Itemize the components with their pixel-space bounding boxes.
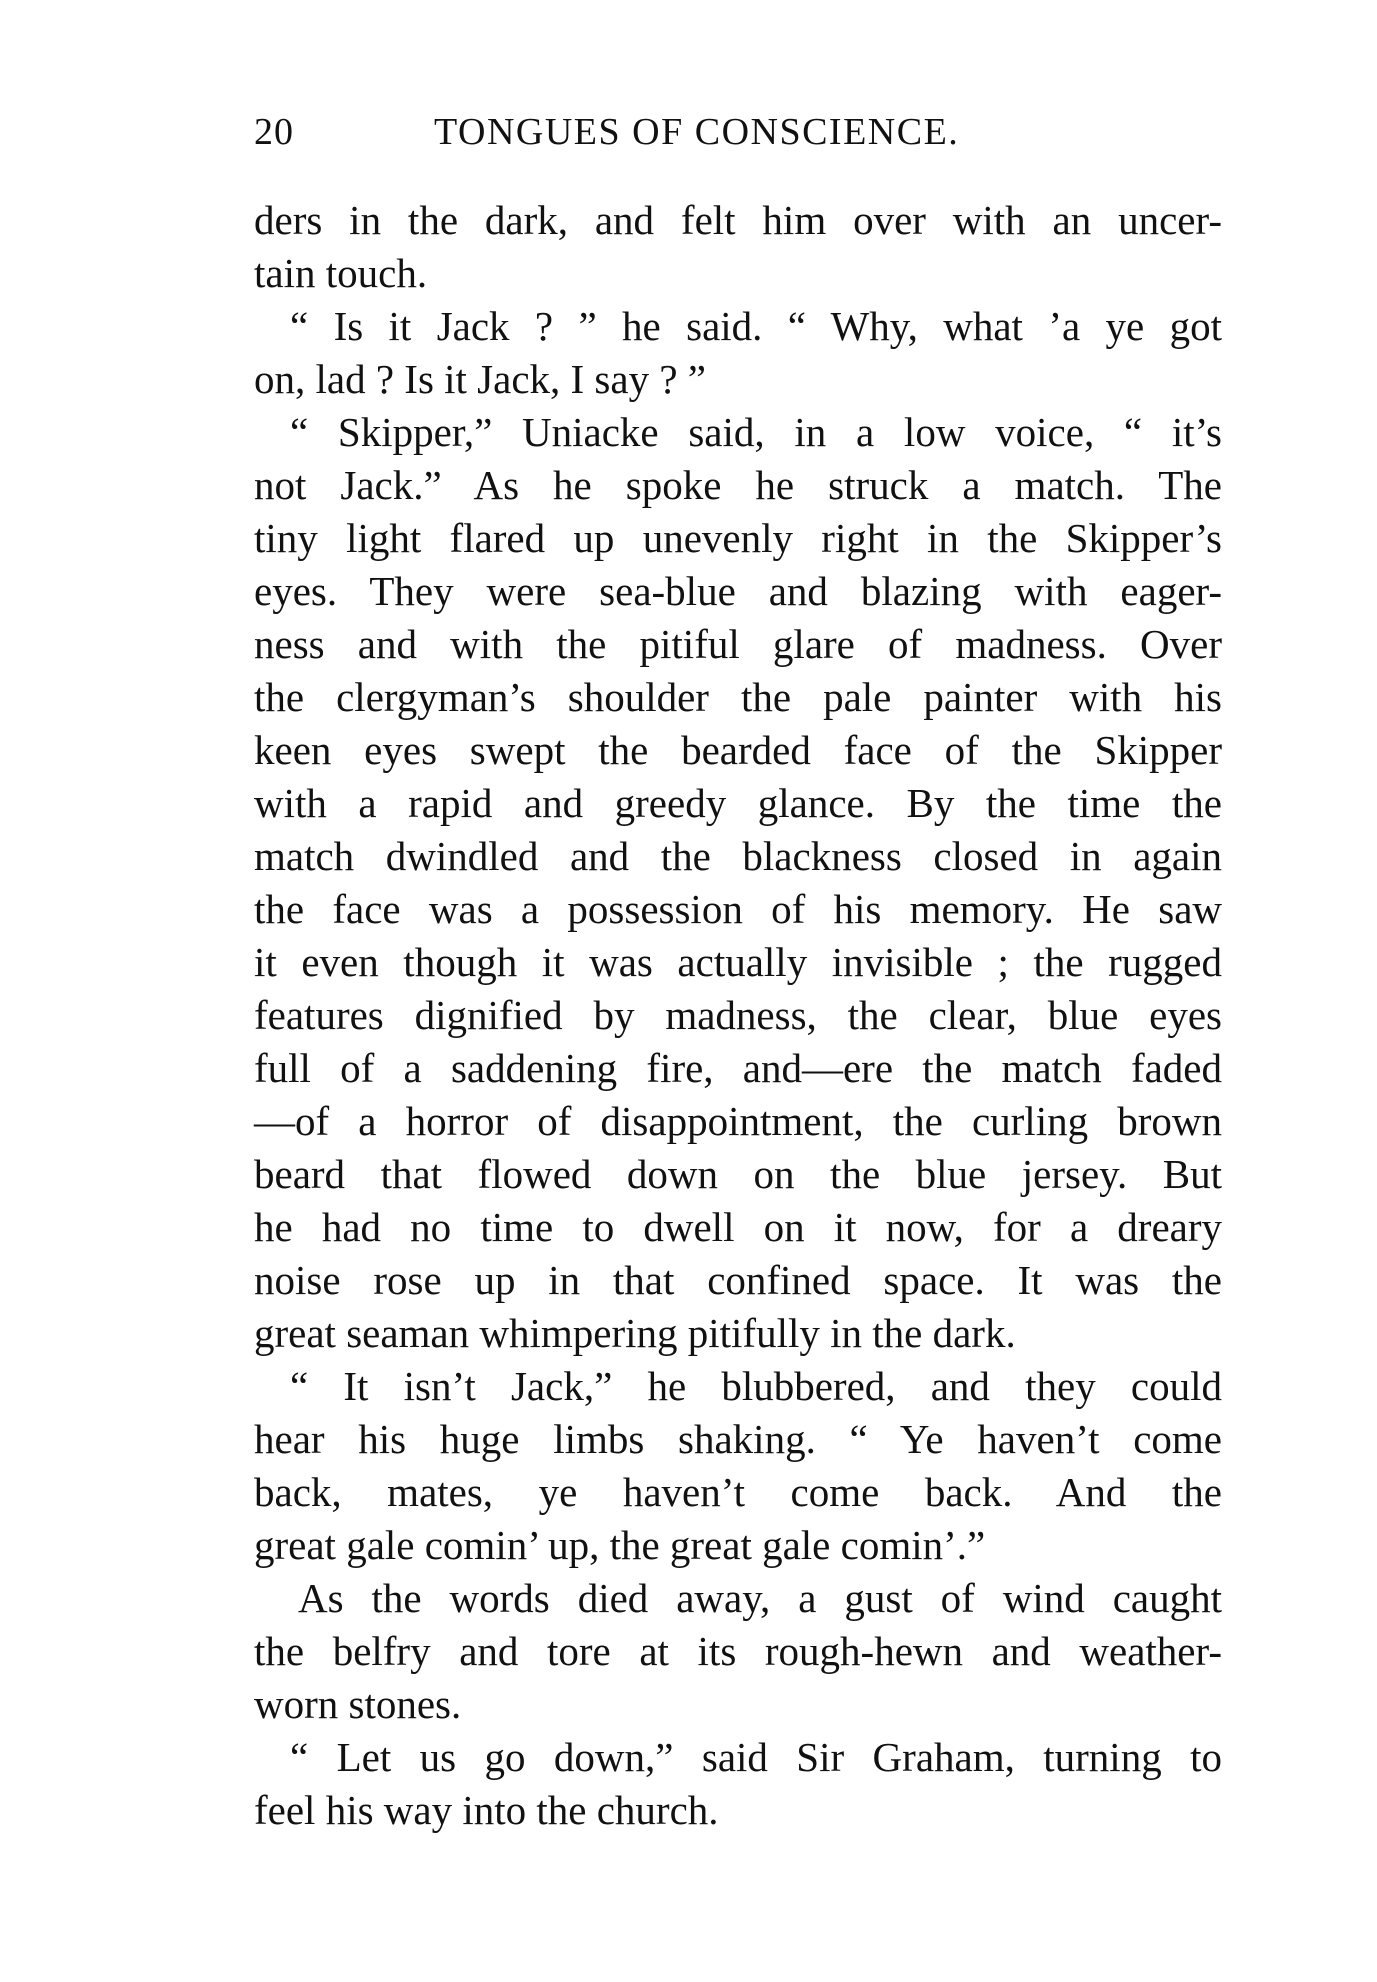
text-line: feel his way into the church. bbox=[254, 1787, 719, 1833]
text-line: it even though it was actually invisible ; the rugged bbox=[254, 939, 1222, 985]
text-line: features dignified by madness, the clear, blue eyes bbox=[254, 992, 1222, 1038]
text-line: with a rapid and greedy glance. By the time the bbox=[254, 780, 1222, 826]
text-line: hear his huge limbs shaking. “ Ye haven’t come bbox=[254, 1416, 1222, 1462]
text-line: “ Skipper,” Uniacke said, in a low voice, “ it’s bbox=[290, 409, 1222, 455]
page-number: 20 bbox=[254, 111, 294, 153]
text-line: “ Let us go down,” said Sir Graham, turning to bbox=[290, 1734, 1222, 1780]
text-line: eyes. They were sea-blue and blazing with eager- bbox=[254, 568, 1222, 614]
text-line: back, mates, ye haven’t come back. And the bbox=[254, 1469, 1222, 1515]
text-line: noise rose up in that confined space. It was the bbox=[254, 1257, 1222, 1303]
body-text bbox=[254, 194, 1222, 1837]
text-line: As the words died away, a gust of wind caught bbox=[298, 1575, 1222, 1621]
text-line: —of a horror of disappointment, the curling brown bbox=[254, 1098, 1222, 1144]
text-line: “ Is it Jack ? ” he said. “ Why, what ’a ye got bbox=[290, 303, 1222, 349]
running-title: TONGUES OF CONSCIENCE. bbox=[434, 111, 960, 153]
text-line: he had no time to dwell on it now, for a dreary bbox=[254, 1204, 1222, 1250]
text-line: keen eyes swept the bearded face of the Skipper bbox=[254, 727, 1222, 773]
text-line: full of a saddening fire, and—ere the match faded bbox=[254, 1045, 1222, 1091]
page-header bbox=[254, 110, 1054, 160]
text-line: tiny light flared up unevenly right in the Skipper’s bbox=[254, 515, 1222, 561]
text-line: the belfry and tore at its rough-hewn and weather- bbox=[254, 1628, 1222, 1674]
text-line: ness and with the pitiful glare of madness. Over bbox=[254, 621, 1222, 667]
text-line: great seaman whimpering pitifully in the dark. bbox=[254, 1310, 1016, 1356]
text-line: ders in the dark, and felt him over with an uncer- bbox=[254, 197, 1222, 243]
text-line: match dwindled and the blackness closed in again bbox=[254, 833, 1222, 879]
text-line: tain touch. bbox=[254, 250, 428, 296]
text-line: the clergyman’s shoulder the pale painter with his bbox=[254, 674, 1222, 720]
text-line: “ It isn’t Jack,” he blubbered, and they could bbox=[290, 1363, 1222, 1409]
text-line: worn stones. bbox=[254, 1681, 462, 1727]
text-line: great gale comin’ up, the great gale comin’.” bbox=[254, 1522, 986, 1568]
text-line: on, lad ? Is it Jack, I say ? ” bbox=[254, 356, 706, 402]
text-line: not Jack.” As he spoke he struck a match. The bbox=[254, 462, 1222, 508]
text-line: the face was a possession of his memory. He saw bbox=[254, 886, 1222, 932]
text-line: beard that flowed down on the blue jersey. But bbox=[254, 1151, 1222, 1197]
